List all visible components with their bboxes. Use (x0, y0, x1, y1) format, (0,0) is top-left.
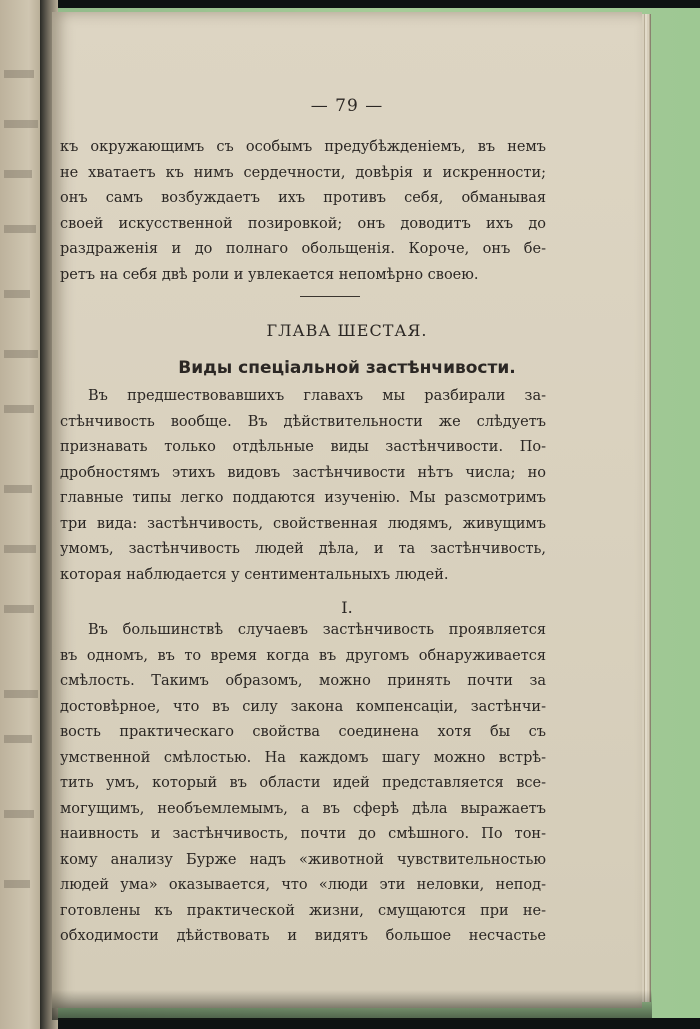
page-number: — 79 — (310, 96, 384, 116)
text-line: онъ самъ возбуждаетъ ихъ противъ себя, обманывая (60, 190, 546, 206)
text-line: наивность и застѣнчивость, почти до смѣшного. По тон- (60, 826, 546, 842)
paragraph-top (60, 135, 546, 288)
text-line: умственной смѣлостью. На каждомъ шагу можно встрѣ- (60, 749, 546, 766)
text-line: которая наблюдается у сентиментальныхъ людей. (60, 566, 449, 583)
text-line: обходимости дѣйствовать и видятъ большое несчастье (60, 928, 546, 944)
text-line: не хватаетъ къ нимъ сердечности, довѣрія и искренности; (60, 164, 546, 181)
section-heading: Виды спеціальной застѣнчивости. (178, 358, 516, 378)
text-line: Въ предшествовавшихъ главахъ мы разбирали за- (88, 388, 546, 404)
text-line: кому анализу Бурже надъ «животной чувствительностью (60, 851, 546, 868)
text-line: вость практическаго свойства соединена хотя бы съ (60, 724, 546, 740)
text-line: своей искусственной позировкой; онъ доводитъ ихъ до (60, 215, 546, 232)
divider-rule (300, 296, 360, 297)
text-line: дробностямъ этихъ видовъ застѣнчивости нѣтъ числа; но (60, 464, 546, 481)
text-line: признавать только отдѣльные виды застѣнчивости. По- (60, 439, 546, 455)
text-line: умомъ, застѣнчивость людей дѣла, и та застѣнчивость, (60, 541, 546, 557)
text-line: готовлены къ практической жизни, смущаются при не- (60, 902, 546, 919)
text-line: смѣлость. Такимъ образомъ, можно принять почти за (60, 673, 546, 689)
book-page (52, 12, 642, 1008)
text-line: ретъ на себя двѣ роли и увлекается непомѣрно своею. (60, 266, 479, 283)
text-line: въ одномъ, въ то время когда въ другомъ обнаруживается (60, 647, 546, 664)
bottom-shadow (52, 990, 652, 1020)
text-line: Въ большинствѣ случаевъ застѣнчивость проявляется (88, 622, 546, 638)
text-line: къ окружающимъ съ особымъ предубѣжденіемъ, въ немъ (60, 139, 546, 155)
text-line: три вида: застѣнчивость, свойственная людямъ, живущимъ (60, 515, 546, 532)
text-line: стѣнчивость вообще. Въ дѣйствительности же слѣдуетъ (60, 413, 546, 430)
chapter-title: ГЛАВА ШЕСТАЯ. (266, 321, 428, 340)
text-line: могущимъ, необъемлемымъ, а въ сферѣ дѣла выражаетъ (60, 800, 546, 817)
text-line: главные типы легко поддаются изученію. Мы разсмотримъ (60, 490, 546, 506)
text-line: раздраженія и до полнаго обольщенія. Короче, онъ бе- (60, 241, 546, 257)
section-numeral: I. (341, 598, 353, 617)
text-line: людей ума» оказывается, что «люди эти неловки, непод- (60, 877, 546, 893)
text-line: тить умъ, который въ области идей представляется все- (60, 775, 546, 791)
paragraph-one (60, 618, 546, 950)
text-line: достовѣрное, что въ силу закона компенсаціи, застѣнчи- (60, 698, 546, 715)
paragraph-intro (60, 384, 546, 588)
